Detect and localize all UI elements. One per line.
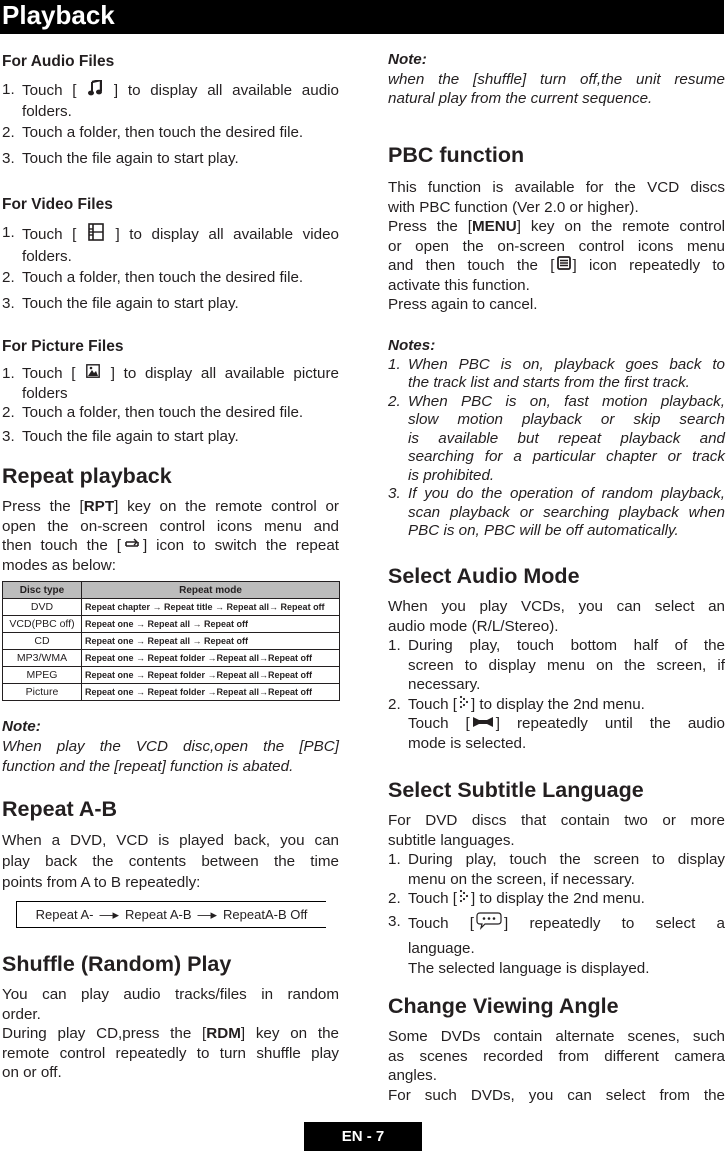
subtitle-heading: Select Subtitle Language [388, 778, 644, 802]
second-menu-icon [459, 695, 469, 715]
shuffle-text: You can play audio tracks/files in random order. During play CD,press the [RDM] key on the remote control repeatedly to turn shuffle play on or off. [2, 986, 339, 1081]
repeat-mode-table [2, 581, 340, 701]
audio-mode-heading: Select Audio Mode [388, 564, 580, 588]
music-note-icon [88, 80, 102, 102]
list-item: 2. Touch a folder, then touch the desired file. [2, 124, 304, 141]
repeat-note: Note: When play the VCD disc,open the [PBC] function and the [repeat] function is abated. [2, 718, 339, 775]
list-item: 2. When PBC is on, fast motion playback, slow motion playback or skip search is available but repeat playback and searching for a particular chapter or track is prohibited. [388, 392, 725, 484]
list-item: 2. Touch [ ] to display the 2nd menu. Touch [ ] repeatedly until the audio mode is selected. [388, 695, 725, 752]
list-item: 2. Touch a folder, then touch the desired file. [2, 269, 304, 286]
repeat-ab-heading: Repeat A-B [2, 797, 118, 821]
list-item: 3. Touch the file again to start play. [2, 149, 239, 167]
page-title: Playback [0, 0, 724, 34]
shuffle-note: Note: when the [shuffle] turn off,the unit resume natural play from the current sequence. [388, 51, 725, 107]
repeat-playback-text: Press the [RPT] key on the remote control or open the on-screen control icons menu and then touch the [ ] icon to switch the repeat modes as below: [2, 498, 339, 574]
table-row: CD Repeat one → Repeat all → Repeat off [3, 633, 340, 650]
table-row: VCD(PBC off) Repeat one → Repeat all → Repeat off [3, 616, 340, 633]
repeat-ab-sequence: Repeat A- —▸ Repeat A-B —▸ RepeatA-B Off [16, 901, 326, 928]
list-item: 1. During play, touch the screen to display menu on the screen, if necessary. [388, 851, 725, 888]
list-item: 1. When PBC is on, playback goes back to the track list and starts from the first track. [388, 355, 725, 391]
list-item: 3. Touch the file again to start play. [2, 427, 239, 445]
pbc-text: This function is available for the VCD discs with PBC function (Ver 2.0 or higher). Press the [MENU] key on the remote control or open the on-screen control icons menu and then touch the [ ] icon repeatedly to activate this function. Press again to cancel. [388, 179, 726, 314]
subtitle-text: For DVD discs that contain two or more subtitle languages. 1. During play, touch the screen to display menu on the screen, if necessary. 2. Touch [ ] to display the 2nd menu. 3. Touch [ ] repeatedly to select a language. The selected language is displayed. [388, 812, 726, 977]
menu-list-icon [557, 256, 571, 276]
repeat-icon [123, 536, 141, 556]
audio-files-steps [2, 80, 339, 168]
table-row: Picture Repeat one → Repeat folder →Repeat all→Repeat off [3, 684, 340, 701]
list-item: 1. Touch [ ] to display all available picture folders [2, 365, 339, 402]
audio-files-heading: For Audio Files [2, 53, 115, 70]
picture-files-heading: For Picture Files [2, 338, 124, 355]
film-icon [88, 223, 104, 247]
table-row: DVD Repeat chapter → Repeat title → Repeat all→ Repeat off [3, 599, 340, 616]
arrow-right-icon: —▸ [197, 906, 218, 922]
pbc-notes: Notes: 1. When PBC is on, playback goes back to the track list and starts from the first track. 2. When PBC is on, fast motion playback, slow motion playback or skip search is available but repeat playback and searching for a particular chapter or track is prohibited. 3. If you do the operation of random playback, scan playback or searching playback when PBC is on, PBC will be off automatically. [388, 337, 725, 539]
repeat-ab-text: When a DVD, VCD is played back, you can play back the contents between the time points from A to B repeatedly: [2, 832, 339, 891]
video-files-steps [2, 223, 339, 313]
picture-files-steps [2, 364, 339, 446]
subtitle-bubble-icon [476, 912, 502, 936]
table-row: MP3/WMA Repeat one → Repeat folder →Repeat all→Repeat off [3, 650, 340, 667]
arrow-right-icon: —▸ [99, 906, 119, 922]
repeat-playback-heading: Repeat playback [2, 464, 172, 488]
page-number: EN - 7 [304, 1122, 422, 1151]
shuffle-heading: Shuffle (Random) Play [2, 952, 232, 976]
audio-mode-icon [472, 714, 494, 734]
list-item: 1. Touch [ ] to display all available video folders. [2, 224, 339, 265]
second-menu-icon [459, 889, 469, 909]
picture-icon [86, 364, 100, 384]
list-item: 3. If you do the operation of random playback, scan playback or searching playback when PBC is on, PBC will be off automatically. [388, 485, 725, 539]
list-item: 3. Touch the file again to start play. [2, 294, 239, 312]
table-header-row: Disc type Repeat mode [3, 582, 340, 599]
table-row: MPEG Repeat one → Repeat folder →Repeat all→Repeat off [3, 667, 340, 684]
video-files-heading: For Video Files [2, 196, 113, 213]
list-item: 2. Touch a folder, then touch the desired file. [2, 404, 304, 422]
list-item: 1. During play, touch bottom half of the screen to display menu on the screen, if necessary. [388, 637, 725, 693]
viewing-angle-text: Some DVDs contain alternate scenes, such as scenes recorded from different camera angles. For such DVDs, you can select from the [388, 1028, 725, 1104]
list-item: 3. Touch [ ] repeatedly to select a language. The selected language is displayed. [388, 912, 726, 977]
audio-mode-text: When you play VCDs, you can select an audio mode (R/L/Stereo). 1. During play, touch bottom half of the screen to display menu on the screen, if necessary. 2. Touch [ ] to display the 2nd menu. Touch [ ] repeatedly until the audio mode is selected. [388, 598, 725, 752]
viewing-angle-heading: Change Viewing Angle [388, 994, 619, 1018]
pbc-heading: PBC function [388, 143, 525, 167]
list-item: 2. Touch [ ] to display the 2nd menu. [388, 890, 645, 907]
list-item: 1. Touch [ ] to display all available audio folders. [2, 81, 339, 120]
